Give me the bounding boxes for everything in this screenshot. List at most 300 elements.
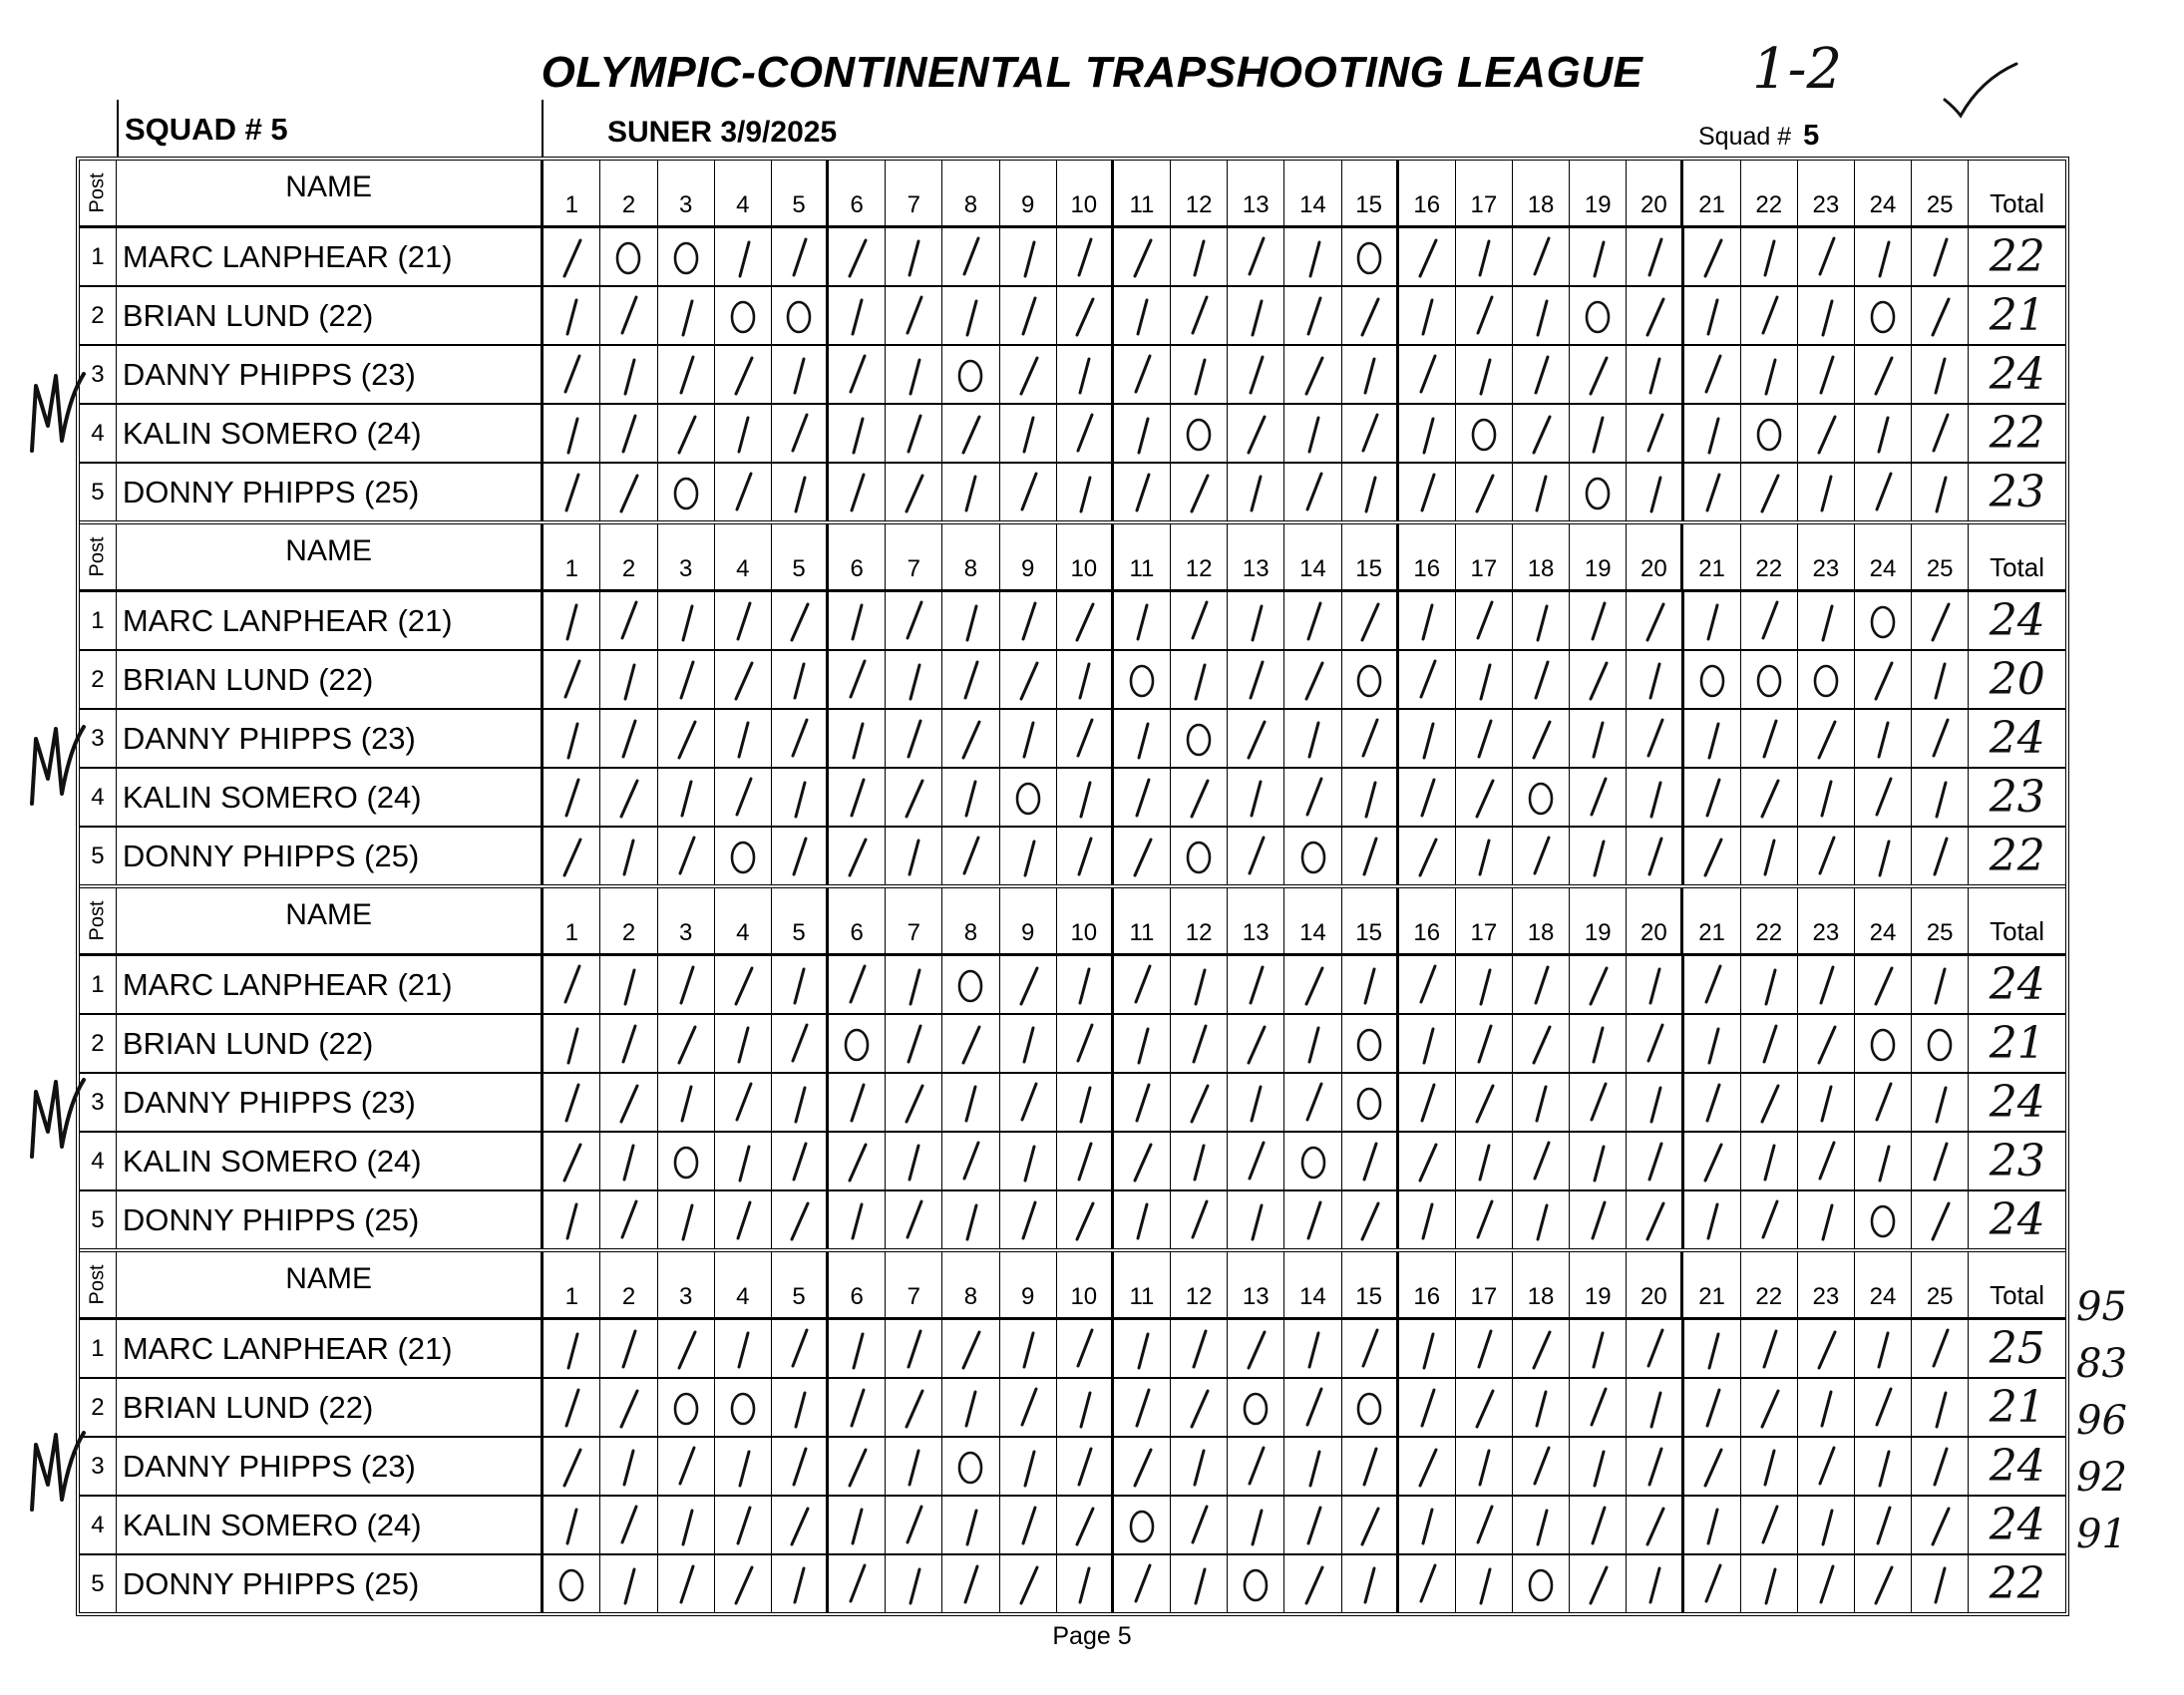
shot-cell (942, 405, 999, 462)
hit-slash-icon (1293, 353, 1333, 397)
shot-cell (1284, 828, 1341, 884)
shot-cell (1171, 1015, 1228, 1072)
post-number: 5 (80, 1555, 117, 1612)
shot-cell (1171, 1133, 1228, 1189)
hit-slash-icon (1122, 963, 1162, 1007)
hit-slash-icon (837, 1140, 877, 1184)
hit-slash-icon (1064, 717, 1104, 761)
hit-slash-icon (894, 412, 933, 456)
hit-slash-icon (1692, 235, 1732, 279)
shot-cell (1171, 464, 1228, 520)
shot-cell (772, 346, 829, 403)
shot-cell (1284, 651, 1341, 708)
hit-slash-icon (1692, 776, 1732, 820)
header-divider-left (117, 100, 119, 158)
shot-cell (1228, 651, 1284, 708)
shot-cell (544, 1015, 600, 1072)
round-total (1969, 1133, 2065, 1189)
hit-slash-icon (551, 1022, 591, 1066)
shot-cell (600, 1320, 657, 1377)
shot-cell (1741, 956, 1798, 1013)
shot-cell (1284, 464, 1341, 520)
miss-circle-icon (1863, 1198, 1903, 1242)
shot-cell (1855, 1497, 1912, 1553)
shot-cell (600, 1379, 657, 1436)
miss-circle-icon (551, 1562, 591, 1606)
hit-slash-icon (1521, 835, 1561, 878)
shot-cell (658, 710, 715, 767)
shot-cell (544, 1320, 600, 1377)
hit-slash-icon (608, 1504, 648, 1547)
miss-circle-icon (1179, 412, 1219, 456)
shot-cell (1057, 1320, 1114, 1377)
shot-cell (1627, 1015, 1683, 1072)
shot-cell (772, 1015, 829, 1072)
shot-cell (1000, 464, 1057, 520)
miss-circle-icon (1236, 1386, 1275, 1430)
shot-cell (829, 1191, 886, 1248)
shot-number-header: 13 (1228, 524, 1284, 589)
shot-number-header: 21 (1683, 888, 1740, 953)
hit-slash-icon (1236, 1140, 1275, 1184)
shot-number-header: 5 (772, 161, 829, 225)
hit-slash-icon (1293, 658, 1333, 702)
shot-cell (886, 1379, 942, 1436)
hit-slash-icon (1635, 776, 1674, 820)
shot-cell (1456, 1320, 1513, 1377)
round-block (80, 884, 2065, 1248)
shot-cell (1057, 346, 1114, 403)
hit-slash-icon (1749, 1327, 1789, 1371)
shot-cell (600, 828, 657, 884)
hit-slash-icon (894, 1081, 933, 1125)
hit-slash-icon (1692, 353, 1732, 397)
shot-cell (600, 1133, 657, 1189)
shot-cell (600, 710, 657, 767)
shot-number-header: 22 (1741, 888, 1798, 953)
miss-circle-icon (1349, 1022, 1389, 1066)
shot-cell (1399, 228, 1456, 285)
hit-slash-icon (1064, 776, 1104, 820)
hit-slash-icon (1521, 1140, 1561, 1184)
hit-slash-icon (1236, 294, 1275, 338)
shot-cell (829, 346, 886, 403)
hit-slash-icon (1635, 353, 1674, 397)
shot-cell (942, 592, 999, 649)
shot-cell (886, 769, 942, 826)
shot-number-header: 19 (1570, 888, 1627, 953)
round-total-value: 23 (1989, 1135, 2045, 1186)
shot-cell (715, 1555, 772, 1612)
shot-cell (1912, 1379, 1969, 1436)
round-block (80, 1248, 2065, 1612)
shot-cell (1000, 828, 1057, 884)
shot-number-header: 3 (658, 524, 715, 589)
shot-cell (772, 956, 829, 1013)
round-total (1969, 1074, 2065, 1131)
round-block (80, 161, 2065, 520)
shot-cell (658, 1015, 715, 1072)
post-header (80, 161, 117, 225)
shot-number-header: 17 (1456, 161, 1513, 225)
shot-number-header: 10 (1057, 1252, 1114, 1317)
shot-cell (1513, 228, 1570, 285)
shot-cell (1342, 405, 1399, 462)
hit-slash-icon (1521, 1445, 1561, 1489)
hit-slash-icon (1863, 717, 1903, 761)
hit-slash-icon (1863, 658, 1903, 702)
hit-slash-icon (1464, 658, 1504, 702)
hit-slash-icon (1578, 1081, 1618, 1125)
hit-slash-icon (1179, 353, 1219, 397)
scorer-initials-icon (22, 356, 92, 466)
hit-slash-icon (1692, 1327, 1732, 1371)
hit-slash-icon (837, 1445, 877, 1489)
miss-circle-icon (1863, 599, 1903, 643)
shot-cell (544, 651, 600, 708)
hit-slash-icon (1863, 1562, 1903, 1606)
shot-cell (942, 228, 999, 285)
shot-number-header: 24 (1855, 1252, 1912, 1317)
shot-cell (1798, 1191, 1855, 1248)
hit-slash-icon (1806, 599, 1846, 643)
hit-slash-icon (1635, 294, 1674, 338)
shot-cell (600, 1015, 657, 1072)
hit-slash-icon (1064, 1198, 1104, 1242)
shot-cell (1228, 1074, 1284, 1131)
hit-slash-icon (1293, 235, 1333, 279)
shot-cell (1171, 1497, 1228, 1553)
shot-number-header: 2 (600, 524, 657, 589)
hit-slash-icon (551, 1386, 591, 1430)
shooter-row (80, 1495, 2065, 1553)
hit-slash-icon (779, 776, 819, 820)
shot-cell (1342, 287, 1399, 344)
hit-slash-icon (1521, 658, 1561, 702)
hit-slash-icon (1008, 1445, 1048, 1489)
round-total-value: 23 (1989, 771, 2045, 823)
hit-slash-icon (608, 353, 648, 397)
shot-number-header: 9 (1000, 161, 1057, 225)
hit-slash-icon (894, 658, 933, 702)
shot-cell (544, 769, 600, 826)
hit-slash-icon (1692, 1198, 1732, 1242)
shot-cell (1456, 1379, 1513, 1436)
shot-number-header: 18 (1513, 161, 1570, 225)
shot-cell (544, 1438, 600, 1495)
shot-cell (1114, 1320, 1171, 1377)
hit-slash-icon (950, 294, 990, 338)
hit-slash-icon (608, 963, 648, 1007)
hit-slash-icon (1179, 235, 1219, 279)
post-header (80, 524, 117, 589)
hit-slash-icon (950, 1504, 990, 1547)
shot-cell (1684, 1379, 1741, 1436)
shot-cell (1627, 1133, 1683, 1189)
hit-slash-icon (779, 658, 819, 702)
hit-slash-icon (1749, 1386, 1789, 1430)
hit-slash-icon (1806, 1081, 1846, 1125)
hit-slash-icon (1635, 1081, 1674, 1125)
round-total (1969, 228, 2065, 285)
hit-slash-icon (551, 599, 591, 643)
hit-slash-icon (1179, 776, 1219, 820)
shot-cell (1228, 228, 1284, 285)
hit-slash-icon (894, 353, 933, 397)
shot-cell (1228, 1015, 1284, 1072)
shot-cell (1284, 228, 1341, 285)
shot-cell (600, 769, 657, 826)
hit-slash-icon (551, 1198, 591, 1242)
shot-cell (1114, 287, 1171, 344)
shot-cell (1798, 956, 1855, 1013)
hit-slash-icon (1806, 471, 1846, 514)
post-number: 2 (80, 651, 117, 708)
shooter-name: DONNY PHIPPS (25) (117, 1191, 544, 1248)
hit-slash-icon (1349, 1140, 1389, 1184)
shot-cell (1057, 287, 1114, 344)
post-header (80, 1252, 117, 1317)
hit-slash-icon (1806, 835, 1846, 878)
post-number: 5 (80, 828, 117, 884)
shot-cell (1399, 1133, 1456, 1189)
hit-slash-icon (779, 1504, 819, 1547)
shot-cell (1057, 592, 1114, 649)
shot-number-header: 23 (1798, 161, 1855, 225)
shot-cell (658, 346, 715, 403)
hit-slash-icon (551, 1140, 591, 1184)
hit-slash-icon (1806, 1327, 1846, 1371)
squad-label: SQUAD # 5 (125, 112, 288, 147)
round-total-value: 24 (1989, 1440, 2045, 1492)
hit-slash-icon (723, 471, 763, 514)
shot-cell (1798, 1015, 1855, 1072)
shot-cell (1171, 651, 1228, 708)
post-number: 1 (80, 592, 117, 649)
hit-slash-icon (1349, 776, 1389, 820)
hit-slash-icon (1749, 835, 1789, 878)
hit-slash-icon (1407, 1327, 1447, 1371)
hit-slash-icon (779, 1022, 819, 1066)
miss-circle-icon (608, 235, 648, 279)
shot-cell (1798, 464, 1855, 520)
hit-slash-icon (551, 412, 591, 456)
shot-cell (1741, 1191, 1798, 1248)
hit-slash-icon (1464, 235, 1504, 279)
miss-circle-icon (1122, 1504, 1162, 1547)
shot-number-header: 3 (658, 1252, 715, 1317)
shot-cell (1627, 956, 1683, 1013)
shot-cell (1114, 464, 1171, 520)
shot-cell (942, 651, 999, 708)
post-number: 2 (80, 1015, 117, 1072)
shot-cell (1570, 828, 1627, 884)
hit-slash-icon (1521, 1081, 1561, 1125)
shot-cell (1627, 769, 1683, 826)
shot-number-header: 6 (829, 888, 886, 953)
shot-cell (1570, 1074, 1627, 1131)
hit-slash-icon (1692, 412, 1732, 456)
shot-number-header: 5 (772, 1252, 829, 1317)
hit-slash-icon (1749, 471, 1789, 514)
hit-slash-icon (1008, 1081, 1048, 1125)
hit-slash-icon (1920, 776, 1960, 820)
shot-cell (1855, 1555, 1912, 1612)
hit-slash-icon (1749, 1445, 1789, 1489)
squad-right-label: Squad # (1698, 123, 1792, 151)
shot-cell (1000, 346, 1057, 403)
hit-slash-icon (894, 776, 933, 820)
hit-slash-icon (1236, 353, 1275, 397)
hit-slash-icon (1236, 1504, 1275, 1547)
shot-cell (1627, 464, 1683, 520)
shot-number-header: 23 (1798, 1252, 1855, 1317)
shot-cell (1798, 1074, 1855, 1131)
shot-cell (1000, 592, 1057, 649)
shot-cell (1284, 1191, 1341, 1248)
shooter-row (80, 1377, 2065, 1436)
shot-cell (1342, 464, 1399, 520)
hit-slash-icon (1692, 1445, 1732, 1489)
shooter-name: BRIAN LUND (22) (117, 1379, 544, 1436)
hit-slash-icon (1349, 717, 1389, 761)
post-header (80, 888, 117, 953)
shot-cell (600, 1074, 657, 1131)
hit-slash-icon (1407, 1022, 1447, 1066)
shot-cell (1456, 228, 1513, 285)
hit-slash-icon (1064, 1386, 1104, 1430)
shot-number-header: 1 (544, 161, 600, 225)
shot-number-header: 4 (715, 524, 772, 589)
hit-slash-icon (1064, 235, 1104, 279)
shot-cell (715, 346, 772, 403)
round-total (1969, 1379, 2065, 1436)
shooter-row (80, 225, 2065, 285)
hit-slash-icon (551, 1445, 591, 1489)
hit-slash-icon (1179, 294, 1219, 338)
hit-slash-icon (1293, 1445, 1333, 1489)
shot-number-header: 21 (1683, 524, 1740, 589)
shot-cell (886, 1497, 942, 1553)
miss-circle-icon (1806, 658, 1846, 702)
shot-cell (829, 592, 886, 649)
shooter-name: KALIN SOMERO (24) (117, 1497, 544, 1553)
hit-slash-icon (837, 1504, 877, 1547)
shot-cell (1570, 1191, 1627, 1248)
shot-cell (715, 1438, 772, 1495)
round-total (1969, 464, 2065, 520)
shot-cell (600, 346, 657, 403)
hit-slash-icon (608, 1198, 648, 1242)
hit-slash-icon (723, 1562, 763, 1606)
shot-cell (1855, 1191, 1912, 1248)
hit-slash-icon (1349, 1445, 1389, 1489)
round-total (1969, 1191, 2065, 1248)
shot-cell (600, 287, 657, 344)
shot-cell (1057, 1555, 1114, 1612)
hit-slash-icon (1236, 412, 1275, 456)
hit-slash-icon (1578, 353, 1618, 397)
miss-circle-icon (1578, 471, 1618, 514)
hit-slash-icon (1122, 353, 1162, 397)
shot-cell (1171, 710, 1228, 767)
shot-cell (1171, 1320, 1228, 1377)
hit-slash-icon (666, 717, 706, 761)
document-title: OLYMPIC-CONTINENTAL TRAPSHOOTING LEAGUE (541, 48, 1643, 97)
hit-slash-icon (1293, 1504, 1333, 1547)
hit-slash-icon (1863, 235, 1903, 279)
shot-cell (1684, 1320, 1741, 1377)
hit-slash-icon (950, 471, 990, 514)
shot-cell (544, 346, 600, 403)
hit-slash-icon (1064, 471, 1104, 514)
shot-cell (1171, 828, 1228, 884)
round-total-value: 22 (1989, 830, 2045, 881)
shot-cell (1570, 405, 1627, 462)
shot-number-header: 2 (600, 888, 657, 953)
shot-cell (1798, 769, 1855, 826)
shot-cell (886, 1438, 942, 1495)
shot-cell (1627, 346, 1683, 403)
hit-slash-icon (1749, 235, 1789, 279)
shot-cell (1284, 1438, 1341, 1495)
shot-cell (1684, 956, 1741, 1013)
shot-cell (1228, 1438, 1284, 1495)
shot-cell (715, 1074, 772, 1131)
hit-slash-icon (1749, 1140, 1789, 1184)
hit-slash-icon (1122, 1327, 1162, 1371)
shot-cell (658, 1191, 715, 1248)
shot-cell (886, 1320, 942, 1377)
hit-slash-icon (1635, 1140, 1674, 1184)
squad-number-right (1698, 120, 1819, 153)
shot-cell (600, 1555, 657, 1612)
hit-slash-icon (779, 235, 819, 279)
shot-cell (1456, 956, 1513, 1013)
hit-slash-icon (1749, 599, 1789, 643)
shot-cell (829, 1497, 886, 1553)
hit-slash-icon (1407, 717, 1447, 761)
hit-slash-icon (1008, 963, 1048, 1007)
shot-cell (1855, 651, 1912, 708)
hit-slash-icon (1122, 835, 1162, 878)
hit-slash-icon (1407, 835, 1447, 878)
shot-number-header: 18 (1513, 888, 1570, 953)
shot-cell (600, 956, 657, 1013)
grand-total-handwritten: 96 (2076, 1398, 2127, 1444)
hit-slash-icon (1349, 1198, 1389, 1242)
shot-cell (1057, 956, 1114, 1013)
shot-cell (1513, 1379, 1570, 1436)
shot-cell (1284, 346, 1341, 403)
shot-cell (1057, 1379, 1114, 1436)
shot-cell (829, 228, 886, 285)
shot-number-header: 19 (1570, 161, 1627, 225)
hit-slash-icon (1236, 1081, 1275, 1125)
post-number: 5 (80, 1191, 117, 1248)
shot-cell (1342, 956, 1399, 1013)
shot-cell (1057, 1438, 1114, 1495)
hit-slash-icon (1122, 1081, 1162, 1125)
hit-slash-icon (779, 471, 819, 514)
shot-cell (1114, 1555, 1171, 1612)
shot-number-header: 14 (1284, 161, 1341, 225)
shot-cell (1057, 1015, 1114, 1072)
shot-cell (886, 828, 942, 884)
hit-slash-icon (1064, 1445, 1104, 1489)
shooter-row (80, 1436, 2065, 1495)
shooter-row (80, 589, 2065, 649)
